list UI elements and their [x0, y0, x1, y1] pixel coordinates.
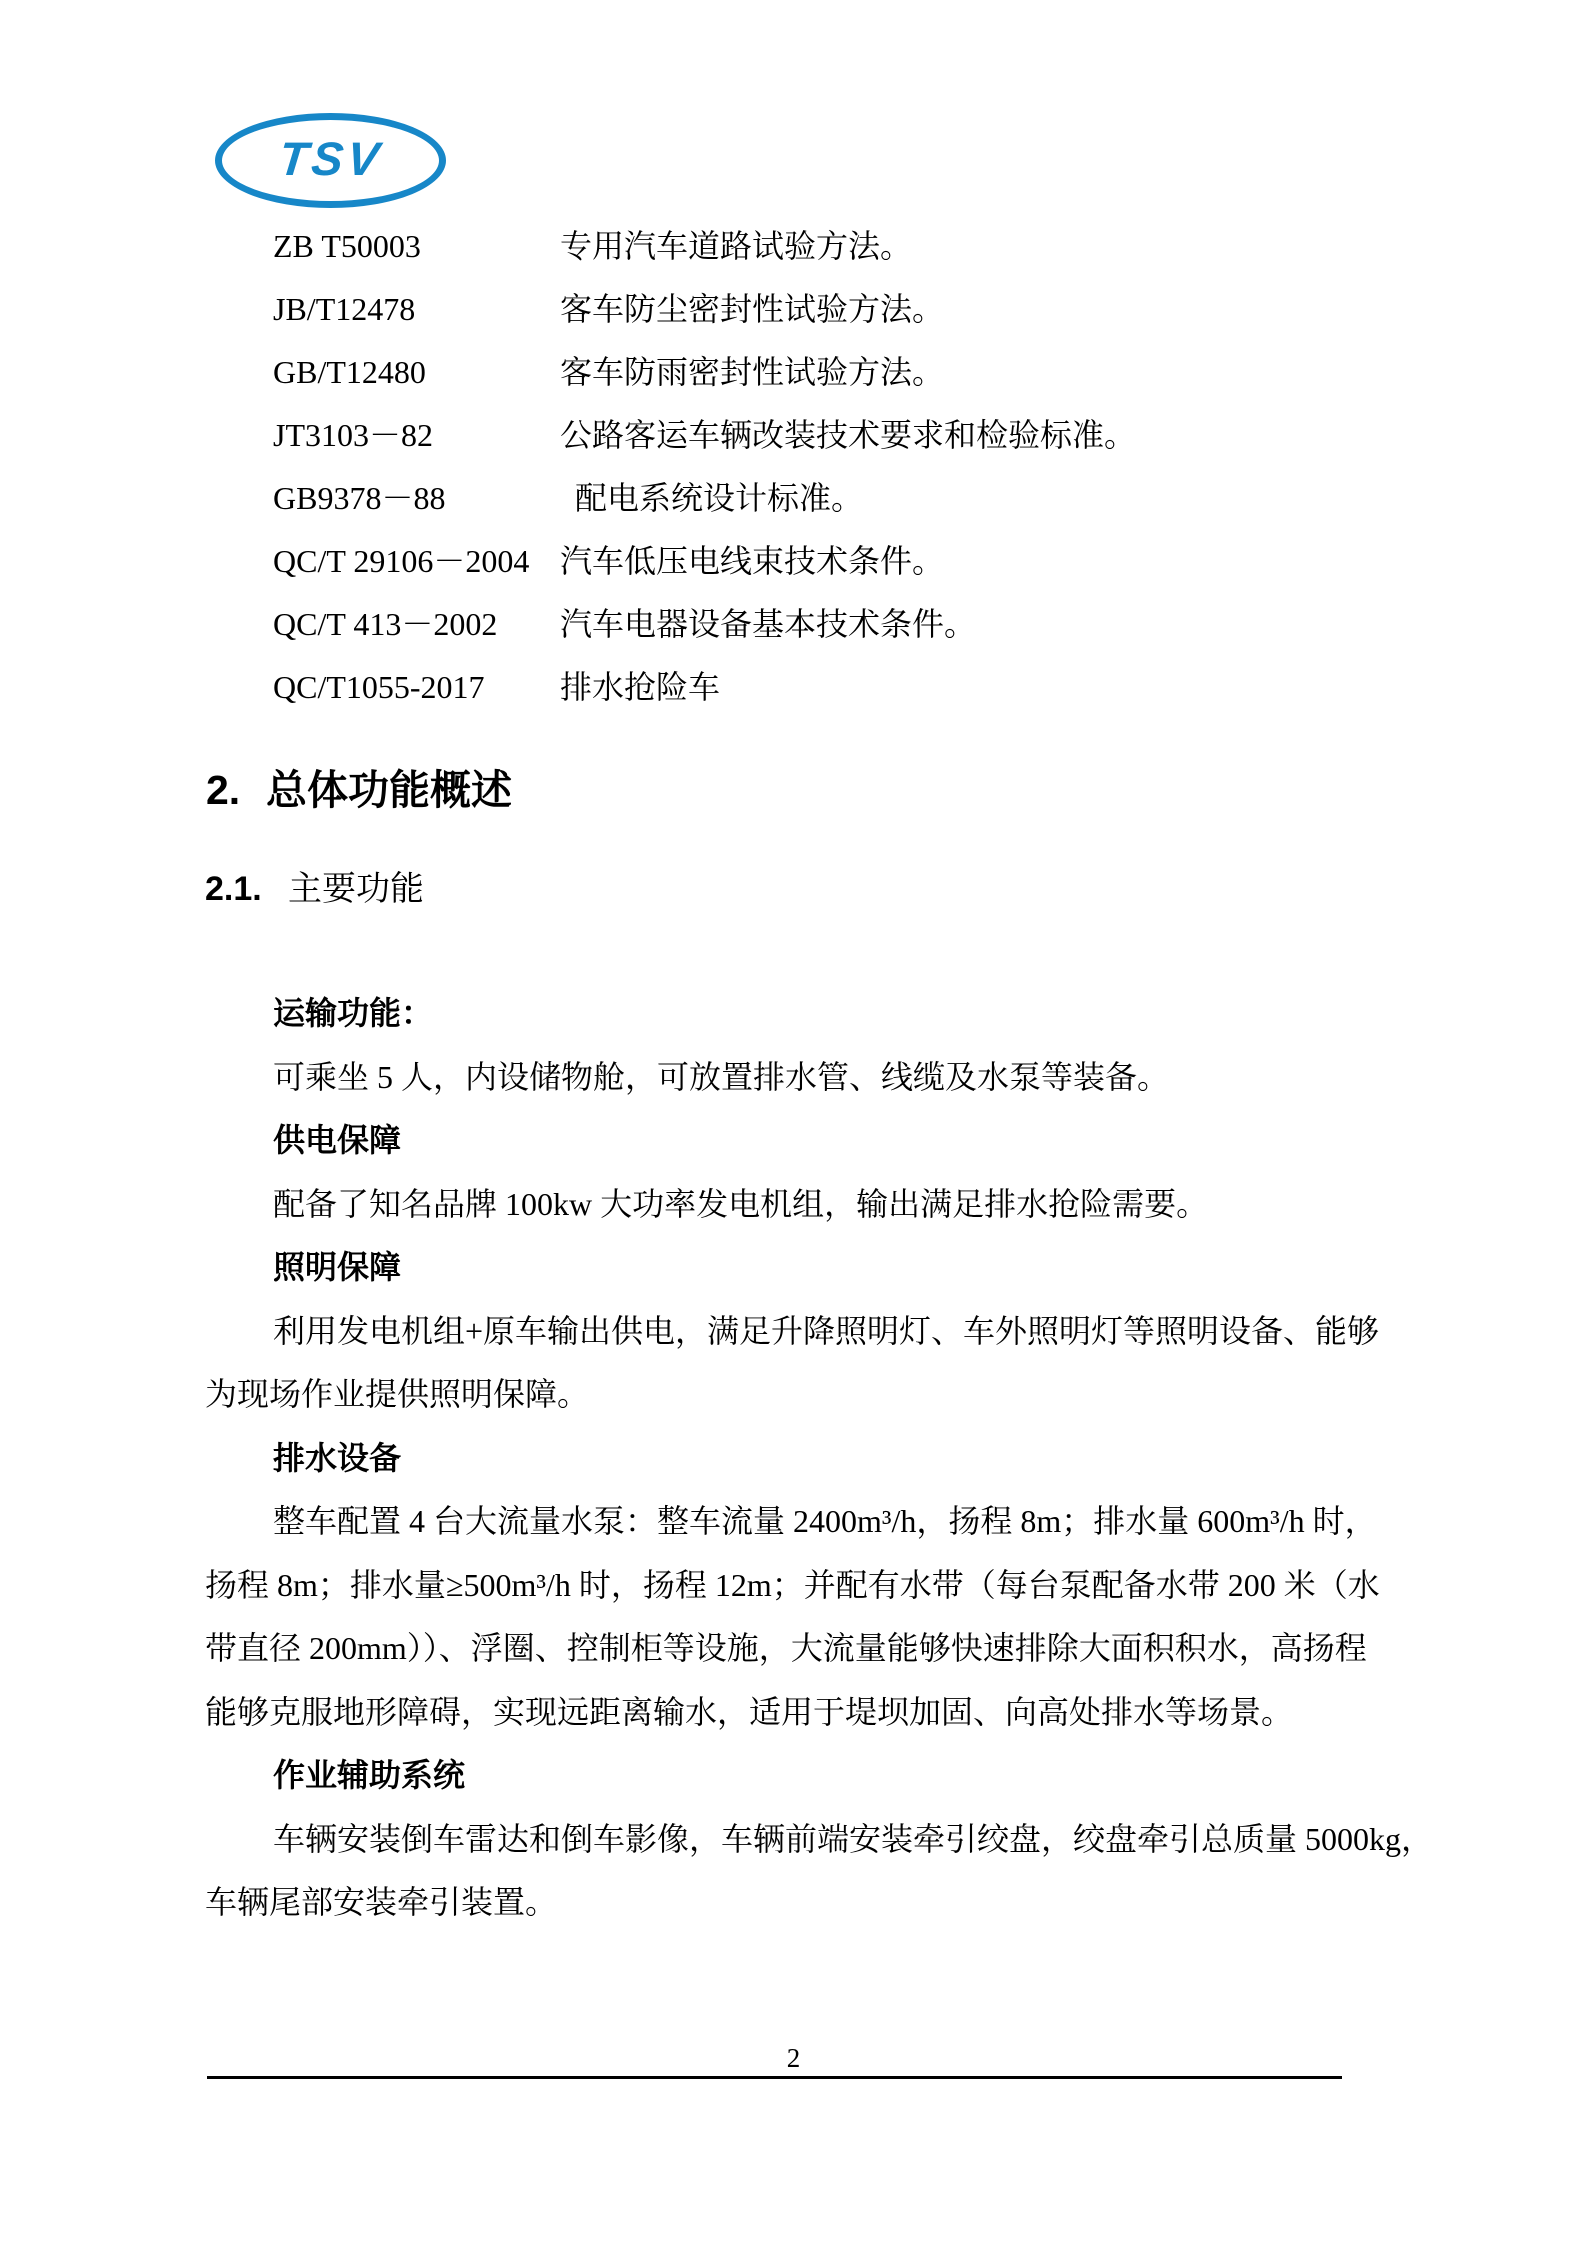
standard-row	[273, 656, 1136, 719]
section-heading	[206, 763, 512, 817]
body-line: 能够克服地形障碍，实现远距离输水，适用于堤坝加固、向高处排水等场景。	[205, 1693, 1294, 1730]
standards-list	[273, 215, 1136, 719]
standard-row	[273, 530, 1136, 593]
standard-code: QC/T 413－2002	[273, 606, 498, 642]
standard-code: QC/T1055-2017	[273, 669, 485, 705]
footer-divider	[207, 2076, 1342, 2079]
page-number: 2	[786, 2043, 801, 2073]
subheading-operation-support: 作业辅助系统	[273, 1757, 466, 1793]
standard-code: JT3103－82	[273, 417, 434, 453]
standard-desc: 排水抢险车	[560, 669, 721, 705]
section-title: 总体功能概述	[266, 767, 512, 813]
tsv-logo	[215, 113, 446, 208]
standard-code: GB9378－88	[273, 480, 446, 516]
standard-desc: 客车防雨密封性试验方法。	[560, 354, 945, 390]
standard-row	[273, 278, 1136, 341]
subsection-number: 2.1.	[205, 870, 262, 908]
body-line: 车辆尾部安装牵引装置。	[205, 1884, 558, 1920]
body-line: 扬程 8m；排水量≥500m³/h 时，扬程 12m；并配有水带（每台泵配备水带 200 米（水	[205, 1566, 1380, 1603]
standard-desc: 汽车电器设备基本技术条件。	[560, 606, 977, 642]
body-line: 为现场作业提供照明保障。	[205, 1376, 590, 1412]
body-line: 整车配置 4 台大流量水泵：整车流量 2400m³/h，扬程 8m；排水量 600m³/h 时，	[273, 1503, 1377, 1539]
body-line: 带直径 200mm））、浮圈、控制柜等设施，大流量能够快速排除大面积积水，高扬程	[205, 1630, 1367, 1666]
subheading-power-supply: 供电保障	[273, 1122, 402, 1158]
standard-row	[273, 593, 1136, 656]
standard-code: GB/T12480	[273, 354, 426, 390]
body-line: 利用发电机组+原车输出供电，满足升降照明灯、车外照明灯等照明设备、能够	[273, 1312, 1380, 1349]
tsv-logo-text: TSV	[276, 132, 386, 185]
subheading-lighting: 照明保障	[273, 1249, 402, 1285]
subsection-title: 主要功能	[288, 871, 424, 908]
body-line: 可乘坐 5 人，内设储物舱，可放置排水管、线缆及水泵等装备。	[273, 1058, 1170, 1095]
subsection-heading	[205, 866, 424, 913]
standard-row	[273, 404, 1136, 467]
body-content	[205, 982, 1434, 1935]
section-number: 2.	[206, 767, 241, 813]
standard-code: QC/T 29106－2004	[273, 543, 530, 579]
subheading-transport: 运输功能：	[273, 995, 434, 1031]
subheading-drainage-equipment: 排水设备	[273, 1439, 402, 1476]
body-line: 车辆安装倒车雷达和倒车影像，车辆前端安装牵引绞盘，绞盘牵引总质量 5000kg，	[273, 1820, 1434, 1857]
body-line: 配备了知名品牌 100kw 大功率发电机组，输出满足排水抢险需要。	[273, 1185, 1209, 1222]
standard-desc: 汽车低压电线束技术条件。	[560, 543, 945, 579]
standard-desc: 专用汽车道路试验方法。	[560, 228, 913, 264]
standard-row	[273, 215, 1136, 278]
standard-desc: 配电系统设计标准。	[575, 480, 864, 516]
standard-row	[273, 341, 1136, 404]
standard-row	[273, 467, 1136, 530]
standard-desc: 客车防尘密封性试验方法。	[560, 291, 945, 327]
standard-desc: 公路客运车辆改装技术要求和检验标准。	[560, 417, 1137, 453]
standard-code: ZB T50003	[273, 228, 421, 264]
standard-code: JB/T12478	[273, 291, 416, 327]
